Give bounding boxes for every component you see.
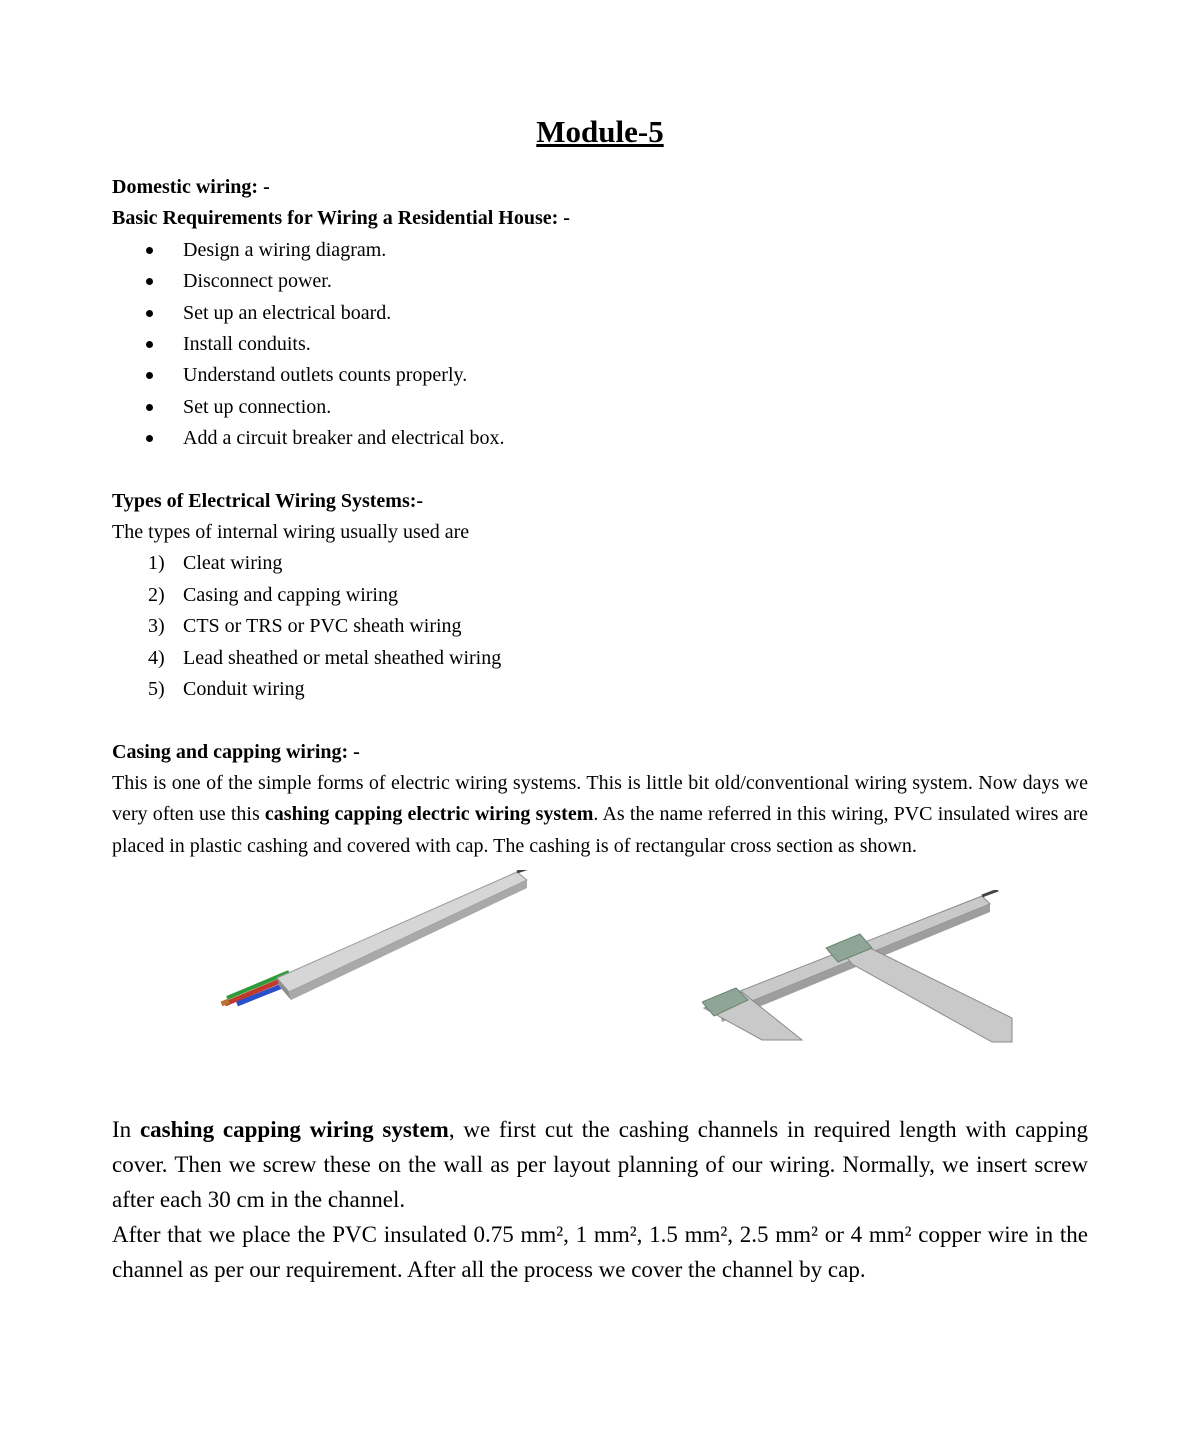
- bullet-icon: [146, 372, 153, 379]
- bullet-icon: [146, 247, 153, 254]
- types-heading: Types of Electrical Wiring Systems:-: [112, 489, 424, 512]
- list-item: Disconnect power.: [112, 266, 1088, 297]
- casing-top-face: [277, 872, 527, 992]
- list-item: 2) Casing and capping wiring: [112, 580, 1088, 611]
- document-page: [112, 112, 1088, 1287]
- requirements-heading: Basic Requirements for Wiring a Residential House: -: [112, 207, 570, 230]
- list-number: 3): [148, 615, 165, 638]
- branch-channel: [842, 944, 1012, 1042]
- list-item: Add a circuit breaker and electrical box.: [112, 423, 1088, 454]
- wire-end: [517, 870, 529, 872]
- final-paragraph: After that we place the PVC insulated 0.75 mm², 1 mm², 1.5 mm², 2.5 mm² or 4 mm² copper wire in the channel as per our requirement. After all the process we cover the channel by cap.: [112, 1222, 1088, 1283]
- wire-end: [982, 890, 998, 896]
- casing-tee-figure: [702, 890, 1022, 1060]
- list-item: Understand outlets counts properly.: [112, 360, 1088, 391]
- list-item: 4) Lead sheathed or metal sheathed wiring: [112, 643, 1088, 674]
- casing-heading: Casing and capping wiring: -: [112, 740, 360, 763]
- list-item: Set up an electrical board.: [112, 298, 1088, 329]
- casing-channel-figure: [217, 870, 537, 1020]
- list-item: 5) Conduit wiring: [112, 674, 1088, 705]
- list-item: 1) Cleat wiring: [112, 548, 1088, 579]
- bullet-icon: [146, 435, 153, 442]
- bullet-icon: [146, 404, 153, 411]
- casing-side-face: [289, 880, 527, 1000]
- requirements-list: [112, 235, 1088, 455]
- bullet-icon: [146, 278, 153, 285]
- list-item: 3) CTS or TRS or PVC sheath wiring: [112, 611, 1088, 642]
- bullet-icon: [146, 341, 153, 348]
- list-number: 1): [148, 552, 165, 575]
- list-number: 4): [148, 646, 165, 669]
- list-item: Design a wiring diagram.: [112, 235, 1088, 266]
- figures-row: [112, 862, 1088, 1112]
- spacer: [112, 455, 1088, 486]
- red-wire: [225, 978, 287, 1004]
- process-paragraph: In cashing capping wiring system, we first cut the cashing channels in required length with capping cover. Then we screw these on the wall as per layout planning of our wiring. Normally, we insert screw after each 30 cm in the channel.: [112, 1117, 1088, 1213]
- casing-paragraph: This is one of the simple forms of electric wiring systems. This is little bit old/conventional wiring system. Now days we very often use this cashing capping electric wiring system. As the name referred in this wiring, PVC insulated wires are placed in plastic cashing and covered with cap. The cashing is of rectangular cross section as shown.: [112, 771, 1089, 857]
- list-item: Set up connection.: [112, 392, 1088, 423]
- bullet-icon: [146, 310, 153, 317]
- list-number: 2): [148, 583, 165, 606]
- types-list: [112, 548, 1088, 705]
- spacer: [112, 706, 1088, 737]
- types-intro: The types of internal wiring usually used are: [112, 521, 470, 544]
- list-number: 5): [148, 678, 165, 701]
- domestic-wiring-heading: Domestic wiring: -: [112, 176, 270, 198]
- page-title: Module-5: [536, 114, 664, 149]
- list-item: Install conduits.: [112, 329, 1088, 360]
